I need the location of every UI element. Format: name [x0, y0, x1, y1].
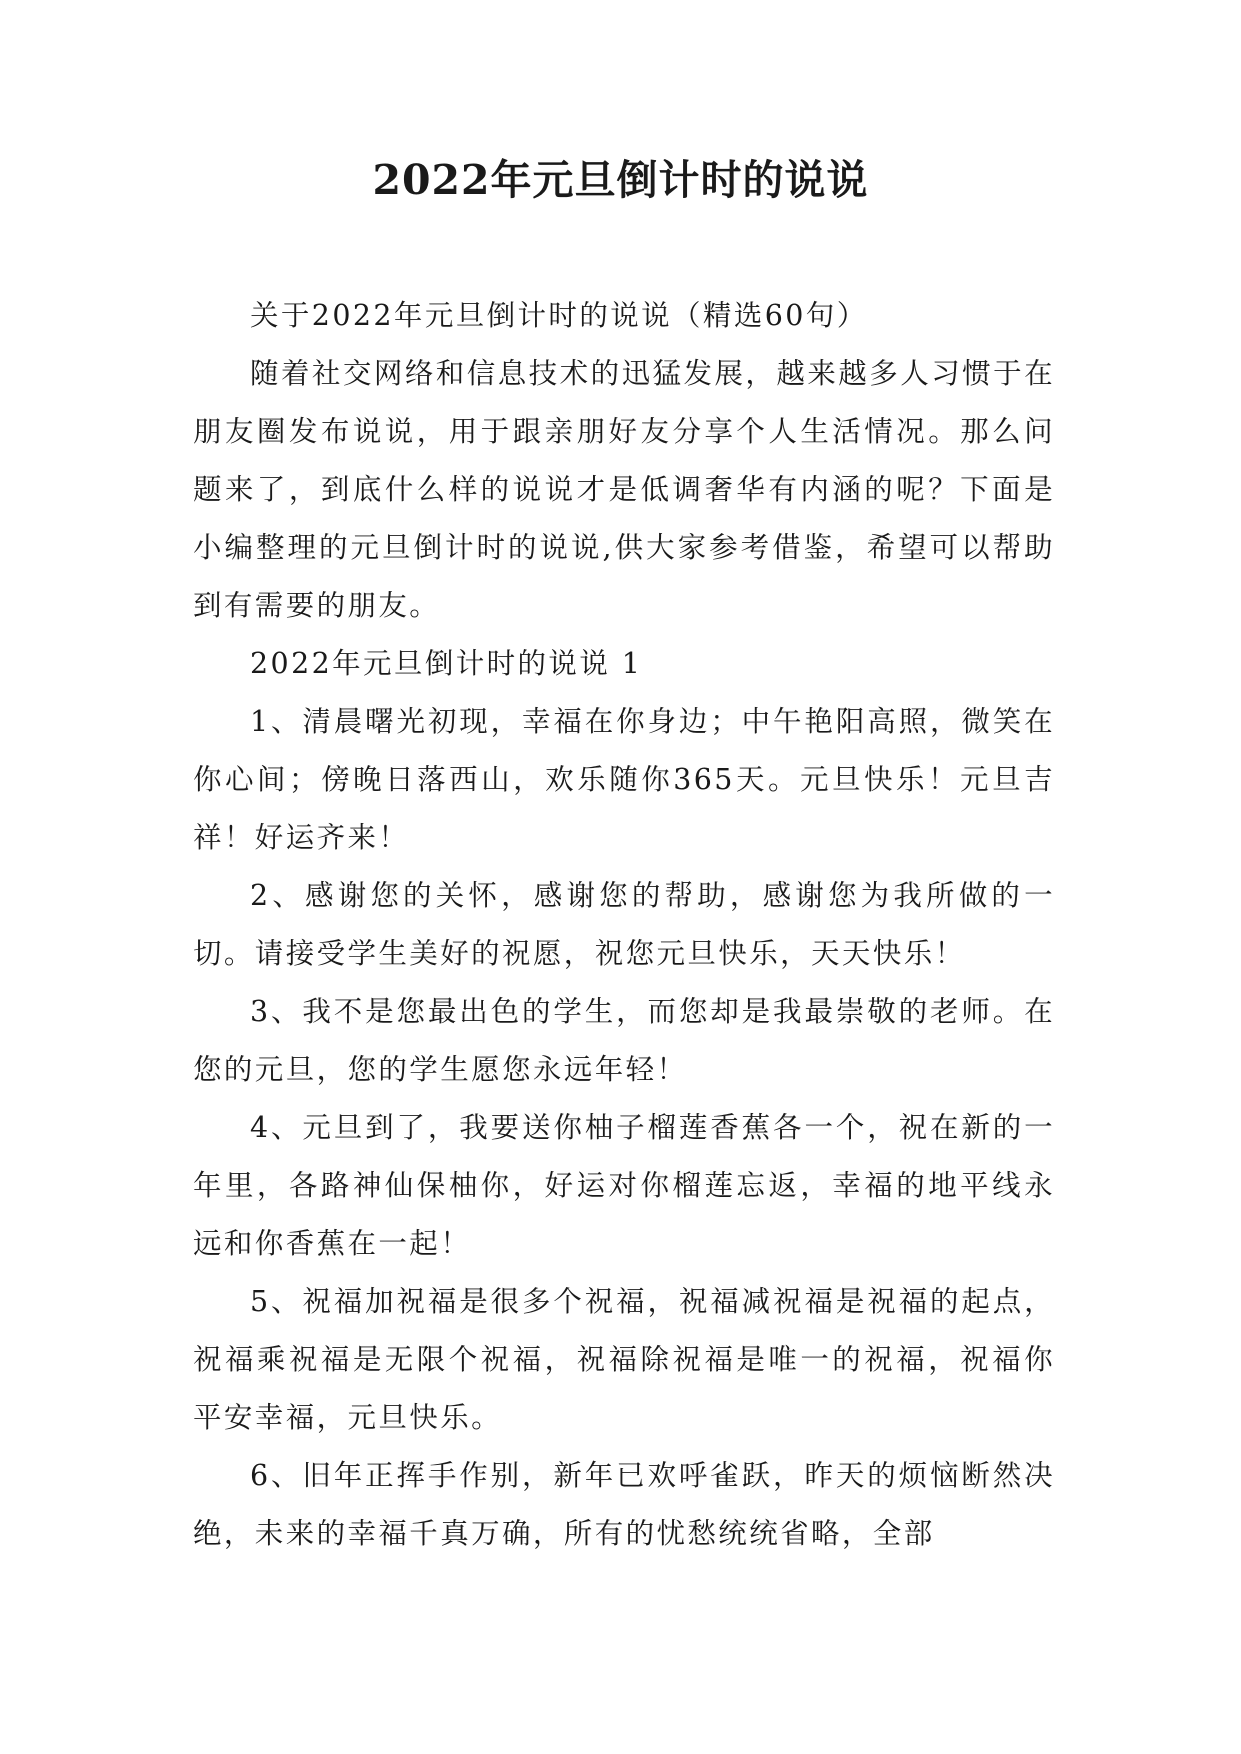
intro-heading: 关于2022年元旦倒计时的说说（精选60句） — [250, 299, 868, 332]
list-item: 6、旧年正挥手作别，新年已欢呼雀跃，昨天的烦恼断然决绝，未来的幸福千真万确，所有的忧愁统统省略，全部 — [193, 1459, 1055, 1550]
intro-paragraph: 随着社交网络和信息技术的迅猛发展，越来越多人习惯于在朋友圈发布说说，用于跟亲朋好友分享个人生活情况。那么问题来了，到底什么样的说说才是低调奢华有内涵的呢？下面是小编整理的元旦倒计时的说说,供大家参考借鉴，希望可以帮助到有需要的朋友。 — [193, 357, 1055, 622]
document-body — [193, 287, 1055, 1563]
document-title: 2022年元旦倒计时的说说 — [372, 156, 869, 204]
list-item: 5、祝福加祝福是很多个祝福，祝福减祝福是祝福的起点，祝福乘祝福是无限个祝福，祝福除祝福是唯一的祝福，祝福你平安幸福，元旦快乐。 — [193, 1285, 1055, 1434]
list-item: 2、感谢您的关怀，感谢您的帮助，感谢您为我所做的一切。请接受学生美好的祝愿，祝您元旦快乐，天天快乐！ — [193, 879, 1055, 970]
list-item: 3、我不是您最出色的学生，而您却是我最崇敬的老师。在您的元旦，您的学生愿您永远年轻！ — [193, 995, 1055, 1086]
list-item: 1、清晨曙光初现，幸福在你身边；中午艳阳高照，微笑在你心间；傍晚日落西山，欢乐随你365天。元旦快乐！元旦吉祥！好运齐来！ — [193, 705, 1055, 854]
list-item: 4、元旦到了，我要送你柚子榴莲香蕉各一个，祝在新的一年里，各路神仙保柚你，好运对你榴莲忘返，幸福的地平线永远和你香蕉在一起！ — [193, 1111, 1055, 1260]
section-heading: 2022年元旦倒计时的说说 1 — [250, 647, 643, 680]
